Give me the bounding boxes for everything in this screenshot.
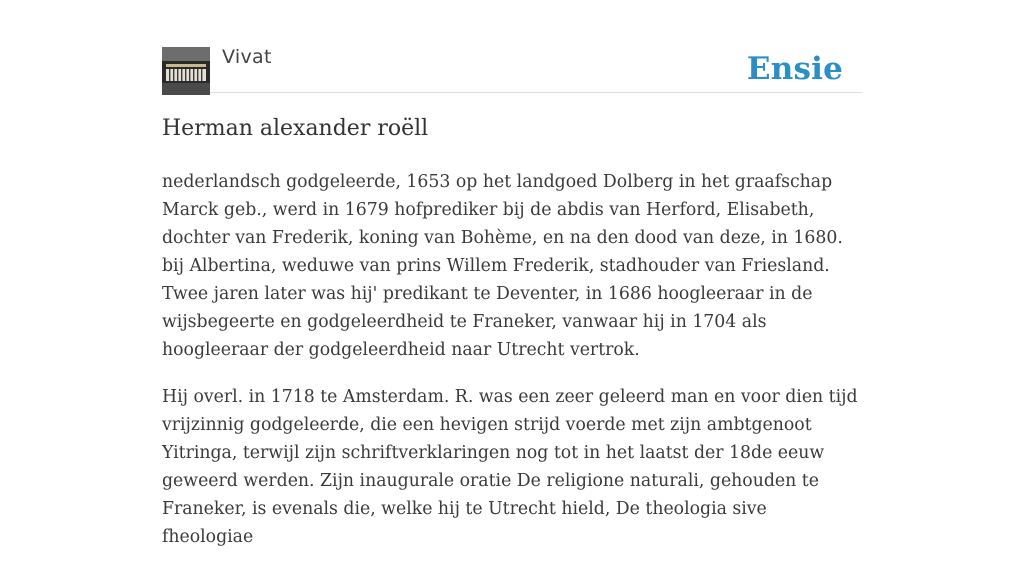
brand-logo[interactable]: Ensie (746, 51, 843, 87)
avatar[interactable] (162, 47, 210, 95)
paragraph: Hij overl. in 1718 te Amsterdam. R. was een zeer geleerd man en voor dien tijd vrijzinnig godgeleerde, die een hevigen strijd voerde met zijn ambtgenoot Yitringa, terwijl zijn schriftverklaringen nog tot in het laatst der 18de eeuw geweerd werden. Zijn inaugurale oratie De religione naturali, gehouden te Franeker, is evenals die, welke hij te Utrecht hield, De theologia sive fheologiae (162, 387, 858, 547)
paragraph: nederlandsch godgeleerde, 1653 op het landgoed Dolberg in het graafschap Marck geb., werd in 1679 hofprediker bij de abdis van Herford, Elisabeth, dochter van Frederik, koning van Bohème, en na den dood van deze, in 1680. bij Albertina, weduwe van prins Willem Frederik, stadhouder van Friesland. Twee jaren later was hij' predikant te Deventer, in 1686 hoogleeraar in de wijsbegeerte en godgeleerdheid te Franeker, vanwaar hij in 1704 als hoogleeraar der godgeleerdheid naar Utrecht vertrok. (162, 172, 843, 360)
site-header (162, 46, 862, 93)
library-bookshelf-icon (162, 47, 210, 95)
article-body (162, 168, 862, 570)
article-title: Herman alexander roëll (162, 116, 429, 141)
author-name[interactable]: Vivat (222, 46, 272, 68)
